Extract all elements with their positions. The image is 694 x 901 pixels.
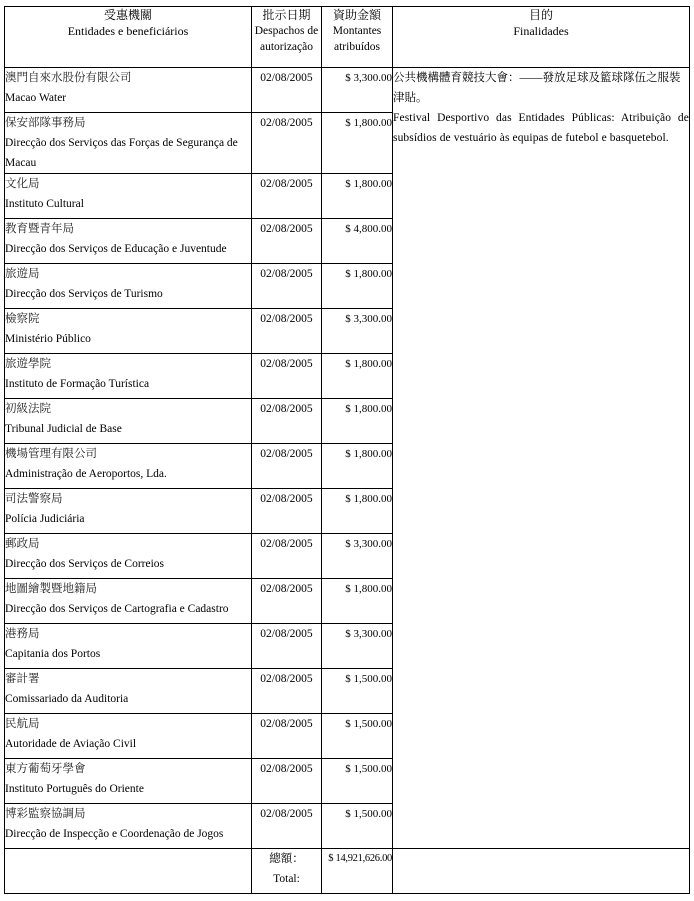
entity-cell [5,444,252,489]
entity-cell [5,534,252,579]
date-cell: 02/08/2005 [252,624,322,669]
date-cell: 02/08/2005 [252,354,322,399]
entity-name-pt: Instituto Cultural [5,198,84,210]
entity-name-pt: Administração de Aeroportos, Lda. [5,468,167,480]
header-amount-pt-1: Montantes [332,25,382,37]
total-empty-cell [5,849,252,894]
entity-name-pt: Instituto Português do Oriente [5,783,144,795]
entity-cell [5,354,252,399]
date-cell: 02/08/2005 [252,579,322,624]
purpose-cell [393,68,690,849]
amount-cell: $ 1,800.00 [322,399,393,444]
entity-name-pt: Comissariado da Auditoria [5,693,129,705]
entity-name-pt: Direcção dos Serviços de Educação e Juventude [5,243,227,255]
header-row [5,7,690,68]
header-purpose-zh: 目的 [528,8,553,22]
date-cell: 02/08/2005 [252,399,322,444]
entity-name-zh: 民航局 [5,718,40,730]
amount-cell: $ 1,800.00 [322,579,393,624]
purpose-text-pt: Festival Desportivo das Entidades Públicas: Atribuição de subsídios de vestuário às equipas de futebol e basquetebol. [393,112,689,144]
entity-name-pt: Ministério Público [5,333,91,345]
header-amount-zh: 資助金額 [332,8,381,22]
amount-cell: $ 1,800.00 [322,174,393,219]
entity-name-pt: Capitania dos Portos [5,648,101,660]
amount-cell: $ 1,800.00 [322,444,393,489]
entity-name-zh: 旅遊學院 [5,358,51,370]
entity-name-zh: 初級法院 [5,403,51,415]
amount-cell: $ 1,500.00 [322,714,393,759]
table-row [5,68,690,113]
date-cell: 02/08/2005 [252,669,322,714]
entity-name-zh: 司法警察局 [5,493,63,505]
grants-table [4,6,690,894]
entity-name-zh: 博彩監察協調局 [5,808,86,820]
entity-name-pt: Autoridade de Aviação Civil [5,738,137,750]
entity-cell [5,579,252,624]
entity-name-pt: Direcção dos Serviços de Correios [5,558,165,570]
entity-name-zh: 郵政局 [5,538,40,550]
amount-cell: $ 1,800.00 [322,113,393,174]
total-row [5,849,690,894]
entity-cell [5,264,252,309]
date-cell: 02/08/2005 [252,68,322,113]
date-cell: 02/08/2005 [252,759,322,804]
total-label-zh: 總額： [269,853,304,865]
header-entities-pt: Entidades e beneficiários [67,24,189,38]
entity-cell [5,219,252,264]
total-label-pt: Total: [273,873,300,885]
entity-name-zh: 旅遊局 [5,268,40,280]
date-cell: 02/08/2005 [252,264,322,309]
total-amount: $ 14,921,626.00 [322,849,393,894]
entity-cell [5,759,252,804]
date-cell: 02/08/2005 [252,534,322,579]
date-cell: 02/08/2005 [252,714,322,759]
grants-document [4,6,689,894]
header-date-zh: 批示日期 [262,8,311,22]
amount-cell: $ 1,800.00 [322,264,393,309]
entity-name-zh: 審計署 [5,673,40,685]
amount-cell: $ 1,800.00 [322,489,393,534]
entity-name-pt: Direcção de Inspecção e Coordenação de Jogos [5,828,224,840]
amount-cell: $ 1,500.00 [322,669,393,714]
entity-name-zh: 港務局 [5,628,40,640]
date-cell: 02/08/2005 [252,489,322,534]
header-date-pt-2: autorização [260,41,313,53]
entity-cell [5,113,252,174]
entity-cell [5,309,252,354]
entity-cell [5,714,252,759]
total-label [252,849,322,894]
date-cell: 02/08/2005 [252,113,322,174]
entity-name-zh: 保安部隊事務局 [5,117,86,129]
header-purpose [393,7,690,68]
date-cell: 02/08/2005 [252,219,322,264]
header-entities-zh: 受惠機關 [103,8,152,22]
amount-cell: $ 1,500.00 [322,759,393,804]
purpose-text-zh: 公共機構體育競技大會：——發放足球及籃球隊伍之服裝津貼。 [393,72,681,104]
entity-cell [5,804,252,849]
amount-cell: $ 1,500.00 [322,804,393,849]
header-amount-pt-2: atribuídos [334,41,380,53]
entity-cell [5,669,252,714]
entity-name-zh: 機場管理有限公司 [5,448,97,460]
date-cell: 02/08/2005 [252,309,322,354]
header-purpose-pt: Finalidades [513,24,569,38]
date-cell: 02/08/2005 [252,804,322,849]
header-date [252,7,322,68]
entity-cell [5,399,252,444]
entity-cell [5,68,252,113]
entity-name-pt: Direcção dos Serviços de Cartografia e Cadastro [5,603,229,615]
date-cell: 02/08/2005 [252,174,322,219]
amount-cell: $ 3,300.00 [322,534,393,579]
amount-cell: $ 4,800.00 [322,219,393,264]
entity-name-pt: Macao Water [5,92,67,104]
entity-name-zh: 地圖繪製暨地籍局 [5,583,97,595]
amount-cell: $ 3,300.00 [322,309,393,354]
header-entities [5,7,252,68]
header-date-pt-1: Despachos de [254,25,319,37]
entity-name-pt: Instituto de Formação Turística [5,378,150,390]
entity-cell [5,174,252,219]
amount-cell: $ 3,300.00 [322,624,393,669]
entity-name-zh: 教育暨青年局 [5,223,74,235]
entity-name-pt: Direcção dos Serviços das Forças de Segurança de Macau [5,137,238,169]
entity-name-zh: 澳門自來水股份有限公司 [5,72,132,84]
total-purpose-empty-cell [393,849,690,894]
entity-name-zh: 東方葡萄牙學會 [5,763,86,775]
amount-cell: $ 3,300.00 [322,68,393,113]
amount-cell: $ 1,800.00 [322,354,393,399]
entity-cell [5,624,252,669]
entity-cell [5,489,252,534]
date-cell: 02/08/2005 [252,444,322,489]
entity-name-pt: Polícia Judiciária [5,513,85,525]
entity-name-pt: Direcção dos Serviços de Turismo [5,288,163,300]
header-amount [322,7,393,68]
entity-name-zh: 文化局 [5,178,40,190]
entity-name-zh: 檢察院 [5,313,40,325]
entity-name-pt: Tribunal Judicial de Base [5,423,122,435]
